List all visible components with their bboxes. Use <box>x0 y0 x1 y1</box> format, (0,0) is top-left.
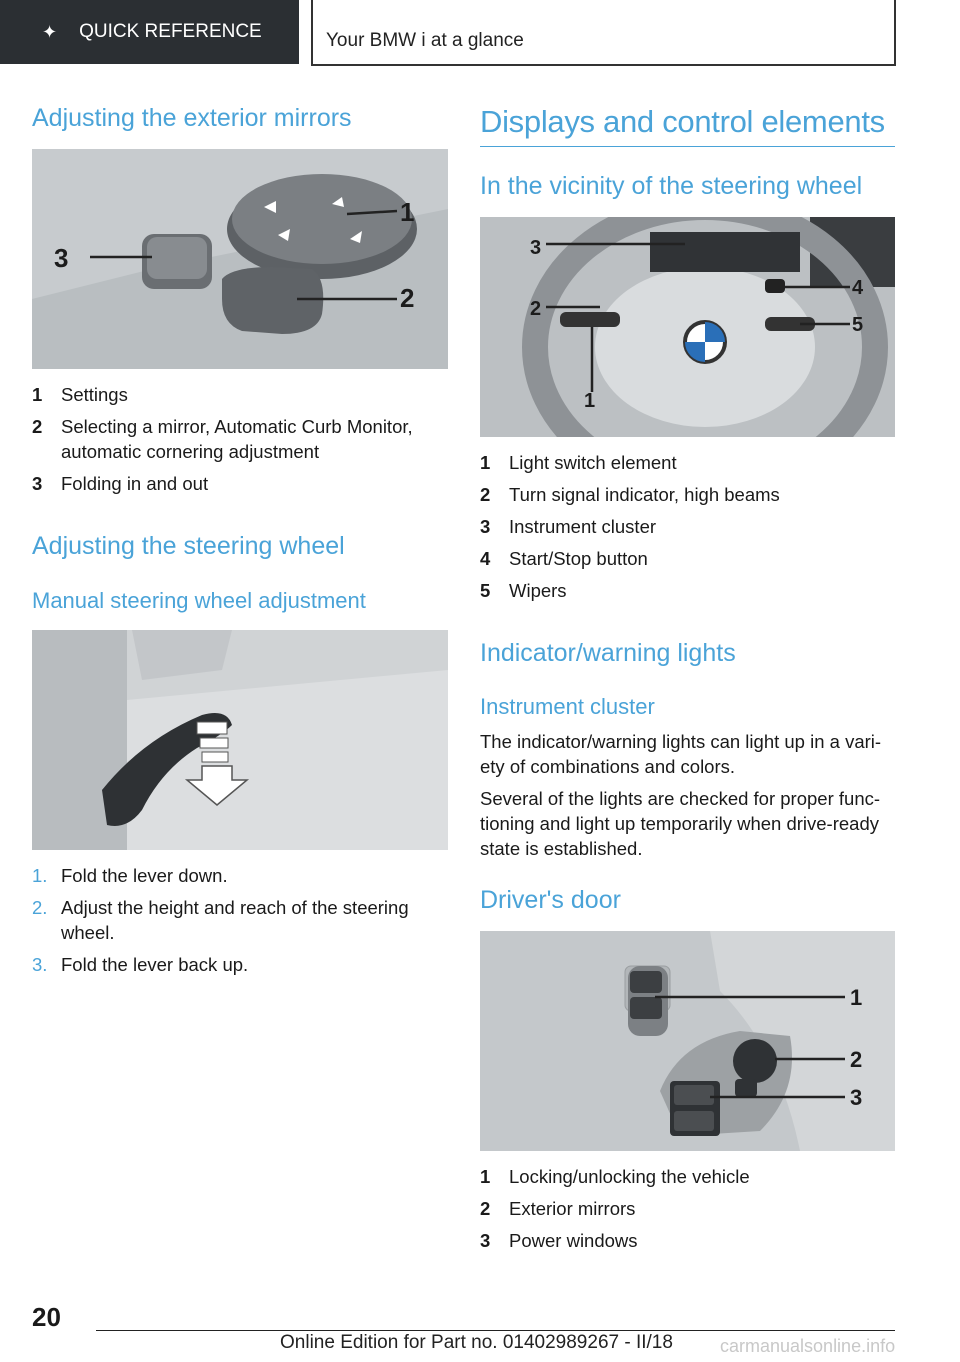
callout-2: 2 <box>530 298 542 320</box>
step-number: 2. <box>32 897 48 918</box>
footer-rule <box>96 1330 895 1331</box>
item-text: Start/Stop button <box>509 548 648 569</box>
item-number: 3 <box>32 473 43 494</box>
list-item <box>32 863 448 888</box>
list-item <box>480 546 895 571</box>
steering-wheel-figure <box>480 217 895 437</box>
item-number: 1 <box>32 384 43 405</box>
item-text: Selecting a mirror, Automatic Curb Monitor, automatic cornering adjustment <box>61 416 413 462</box>
item-number: 2 <box>480 484 491 505</box>
step-text: Adjust the height and reach of the steering wheel. <box>61 897 409 943</box>
indicator-paragraph-2: Several of the lights are checked for proper func‐ tioning and light up temporarily when drive-ready state is established. <box>480 788 881 859</box>
chapter-title: Your BMW i at a glance <box>326 30 524 51</box>
item-number: 1 <box>480 452 491 473</box>
mirrors-heading: Adjusting the exterior mirrors <box>32 104 352 132</box>
list-item <box>480 1228 895 1253</box>
steering-heading: Adjusting the steering wheel <box>32 532 345 560</box>
item-number: 5 <box>480 580 491 601</box>
callout-3: 3 <box>850 1085 863 1110</box>
wheel-heading: In the vicinity of the steering wheel <box>480 172 863 200</box>
item-text: Turn signal indicator, high beams <box>509 484 780 505</box>
section-title: Displays and control elements <box>480 104 885 139</box>
list-item <box>480 1196 895 1221</box>
list-item <box>32 952 448 977</box>
drivers-door-figure <box>480 931 895 1151</box>
item-text: Exterior mirrors <box>509 1198 636 1219</box>
steering-lever-figure <box>32 630 448 850</box>
wheel-legend <box>480 450 895 610</box>
callout-3: 3 <box>530 237 542 259</box>
page-number: 20 <box>32 1302 61 1332</box>
list-item <box>32 895 448 945</box>
list-item <box>480 514 895 539</box>
item-text: Folding in and out <box>61 473 209 494</box>
step-text: Fold the lever back up. <box>61 954 249 975</box>
item-text: Instrument cluster <box>509 516 657 537</box>
item-number: 1 <box>480 1166 491 1187</box>
steering-steps <box>32 863 448 984</box>
item-number: 3 <box>480 516 491 537</box>
edition-note: Online Edition for Part no. 01402989267 - II/18 <box>280 1332 673 1353</box>
callout-3: 3 <box>54 243 69 273</box>
item-number: 2 <box>32 416 43 437</box>
list-item <box>32 414 448 464</box>
door-legend <box>480 1164 895 1260</box>
indicator-paragraph-1: The indicator/warning lights can light up in a vari‐ ety of combinations and colors. <box>480 731 882 777</box>
list-item <box>32 382 448 407</box>
item-number: 2 <box>480 1198 491 1219</box>
item-text: Power windows <box>509 1230 638 1251</box>
list-item <box>480 578 895 603</box>
door-heading: Driver's door <box>480 886 621 914</box>
step-text: Fold the lever down. <box>61 865 228 886</box>
callout-1: 1 <box>400 197 415 227</box>
callout-1: 1 <box>850 985 863 1010</box>
item-text: Locking/unlocking the vehicle <box>509 1166 750 1187</box>
item-number: 3 <box>480 1230 491 1251</box>
indicator-heading: Indicator/warning lights <box>480 639 736 667</box>
step-number: 1. <box>32 865 48 886</box>
mirror-controls-figure <box>32 149 448 369</box>
item-text: Settings <box>61 384 128 405</box>
watermark: carmanualsonline.info <box>720 1336 896 1356</box>
step-number: 3. <box>32 954 48 975</box>
item-text: Light switch element <box>509 452 677 473</box>
indicator-subheading: Instrument cluster <box>480 694 655 719</box>
callout-5: 5 <box>852 314 864 336</box>
list-item <box>32 471 448 496</box>
callout-2: 2 <box>850 1047 863 1072</box>
mirrors-legend <box>32 382 448 503</box>
steering-subheading: Manual steering wheel adjustment <box>32 588 366 613</box>
list-item <box>480 1164 895 1189</box>
item-number: 4 <box>480 548 491 569</box>
title-rule <box>480 146 895 147</box>
section-tab[interactable] <box>0 0 299 64</box>
list-item <box>480 450 895 475</box>
section-tab-label: QUICK REFERENCE <box>79 21 262 42</box>
callout-4: 4 <box>852 277 864 299</box>
callout-2: 2 <box>400 283 415 313</box>
callout-1: 1 <box>584 390 596 412</box>
pin-icon: ✦ <box>42 21 58 42</box>
item-text: Wipers <box>509 580 567 601</box>
list-item <box>480 482 895 507</box>
